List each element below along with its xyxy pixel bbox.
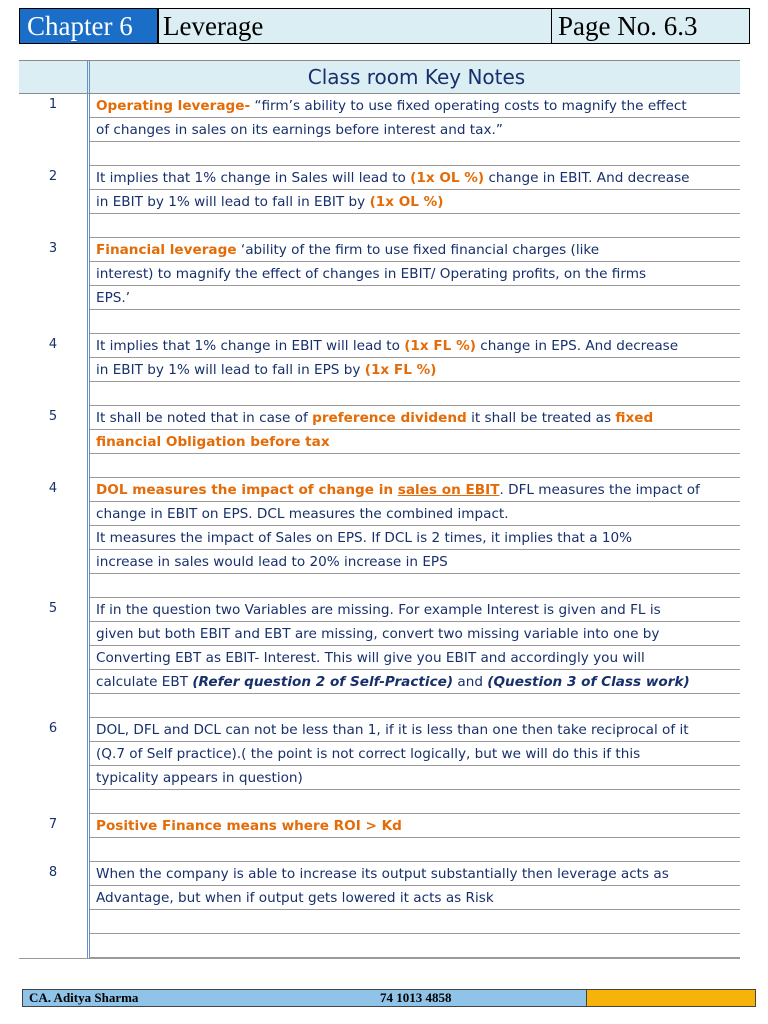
blank-row	[19, 790, 740, 814]
note-line	[96, 718, 740, 742]
note-text	[90, 406, 740, 454]
row-text-cell	[90, 790, 740, 814]
key-notes-table	[19, 60, 740, 959]
row-text-cell	[90, 574, 740, 598]
note-text	[90, 862, 740, 910]
note-row	[19, 718, 740, 790]
note-line	[96, 550, 740, 574]
blank-row	[19, 574, 740, 598]
row-number-cell	[19, 142, 90, 166]
blank-row	[19, 310, 740, 334]
note-segment: When the company is able to increase its output substantially then leverage acts as	[96, 866, 669, 882]
note-segment: DOL, DFL and DCL can not be less than 1, if it is less than one then take reciprocal of it	[96, 722, 689, 738]
note-segment: It shall be noted that in case of	[96, 410, 313, 426]
row-number-cell	[19, 382, 90, 406]
page-number: Page No. 6.3	[551, 9, 749, 43]
note-segment: Converting EBT as EBIT- Interest. This will give you EBIT and accordingly you will	[96, 650, 645, 666]
author-name: CA. Aditya Sharma	[29, 990, 139, 1005]
footer-main	[23, 990, 586, 1006]
note-row	[19, 814, 740, 838]
page-footer	[22, 989, 756, 1007]
note-line	[96, 814, 740, 838]
note-text	[90, 478, 740, 574]
note-emphasis: DOL measures the impact of change in	[96, 482, 398, 498]
note-segment: If in the question two Variables are missing. For example Interest is given and FL is	[96, 602, 661, 618]
note-line	[96, 190, 740, 214]
note-line	[96, 502, 740, 526]
note-segment: EPS.’	[96, 290, 131, 306]
row-number-cell	[19, 214, 90, 238]
note-segment: change in EBIT. And decrease	[484, 170, 690, 186]
note-segment: in EBIT by 1% will lead to fall in EPS by	[96, 362, 365, 378]
note-segment: calculate EBT	[96, 674, 193, 690]
note-segment: given but both EBIT and EBT are missing, convert two missing variable into one by	[96, 626, 660, 642]
note-line	[96, 118, 740, 142]
note-line	[96, 598, 740, 622]
blank-row	[19, 910, 740, 934]
row-number-cell	[19, 838, 90, 862]
note-emphasis: (1x OL %)	[410, 170, 485, 186]
row-text-cell	[90, 142, 740, 166]
note-row	[19, 166, 740, 214]
note-segment: increase in sales would lead to 20% increase in EPS	[96, 554, 448, 570]
note-emphasis: (1x FL %)	[404, 338, 476, 354]
number-column-header	[19, 61, 90, 93]
row-number-cell	[19, 934, 90, 958]
row-text-cell	[90, 694, 740, 718]
note-segment: it shall be treated as	[466, 410, 616, 426]
row-text-cell	[90, 310, 740, 334]
row-text-cell	[90, 382, 740, 406]
note-segment: . DFL measures the impact of	[499, 482, 700, 498]
blank-row	[19, 838, 740, 862]
note-segment: (Q.7 of Self practice).( the point is not correct logically, but we will do this if this	[96, 746, 641, 762]
note-segment: change in EBIT on EPS. DCL measures the combined impact.	[96, 506, 509, 522]
row-text-cell	[90, 454, 740, 478]
note-text	[90, 814, 740, 838]
note-text	[90, 718, 740, 790]
note-line	[96, 886, 740, 910]
note-segment: “firm’s ability to use fixed operating costs to magnify the effect	[250, 98, 687, 114]
blank-row	[19, 382, 740, 406]
note-number: 7	[19, 814, 90, 838]
note-segment: and	[453, 674, 488, 690]
note-line	[96, 670, 740, 694]
row-text-cell	[90, 910, 740, 934]
note-line	[96, 94, 740, 118]
page-header	[19, 8, 750, 44]
note-row	[19, 598, 740, 694]
note-line	[96, 646, 740, 670]
key-notes-body	[19, 94, 740, 959]
note-number: 4	[19, 334, 90, 382]
table-bottom-border	[19, 958, 740, 959]
note-emphasis: preference dividend	[312, 410, 467, 426]
note-line	[96, 238, 740, 262]
row-number-cell	[19, 694, 90, 718]
note-emphasis: Positive Finance means where ROI > Kd	[96, 818, 402, 834]
note-emphasis: (Question 3 of Class work)	[487, 674, 690, 690]
note-line	[96, 286, 740, 310]
row-number-cell	[19, 454, 90, 478]
note-emphasis: financial Obligation before tax	[96, 434, 330, 450]
row-text-cell	[90, 838, 740, 862]
row-number-cell	[19, 574, 90, 598]
note-text	[90, 94, 740, 142]
note-line	[96, 766, 740, 790]
chapter-title: Leverage	[157, 9, 551, 43]
note-line	[96, 262, 740, 286]
note-emphasis: fixed	[615, 410, 654, 426]
blank-row	[19, 454, 740, 478]
chapter-label: Chapter 6	[20, 9, 157, 43]
blank-row	[19, 214, 740, 238]
key-notes-title: Class room Key Notes	[307, 65, 526, 89]
note-emphasis: Financial leverage	[96, 242, 237, 258]
note-segment: It implies that 1% change in EBIT will lead to	[96, 338, 405, 354]
note-segment: It implies that 1% change in Sales will lead to	[96, 170, 411, 186]
note-row	[19, 94, 740, 142]
note-line	[96, 358, 740, 382]
note-line	[96, 742, 740, 766]
note-row	[19, 238, 740, 310]
note-segment: interest) to magnify the effect of changes in EBIT/ Operating profits, on the firms	[96, 266, 647, 282]
note-segment: It measures the impact of Sales on EPS. If DCL is 2 times, it implies that a 10%	[96, 530, 633, 546]
note-text	[90, 334, 740, 382]
note-text	[90, 166, 740, 214]
blank-row	[19, 142, 740, 166]
note-number: 8	[19, 862, 90, 910]
note-number: 4	[19, 478, 90, 574]
key-notes-header	[19, 60, 740, 94]
note-text	[90, 598, 740, 694]
note-text	[90, 238, 740, 310]
blank-row	[19, 934, 740, 958]
note-row	[19, 478, 740, 574]
note-segment: of changes in sales on its earnings before interest and tax.”	[96, 122, 503, 138]
note-emphasis: (1x FL %)	[364, 362, 437, 378]
row-number-cell	[19, 310, 90, 334]
note-line	[96, 430, 740, 454]
note-number: 3	[19, 238, 90, 310]
note-emphasis: Operating leverage-	[96, 98, 251, 114]
note-emphasis: (1x OL %)	[369, 194, 444, 210]
note-row	[19, 334, 740, 382]
row-number-cell	[19, 910, 90, 934]
note-number: 2	[19, 166, 90, 214]
note-line	[96, 334, 740, 358]
note-segment: change in EPS. And decrease	[475, 338, 679, 354]
note-line	[96, 478, 740, 502]
note-number: 5	[19, 598, 90, 694]
note-emphasis: (Refer question 2 of Self-Practice)	[192, 674, 454, 690]
note-emphasis: sales on EBIT	[397, 482, 500, 498]
row-text-cell	[90, 214, 740, 238]
row-text-cell	[90, 934, 740, 958]
note-line	[96, 526, 740, 550]
note-line	[96, 622, 740, 646]
note-row	[19, 406, 740, 454]
note-number: 5	[19, 406, 90, 454]
note-line	[96, 406, 740, 430]
blank-row	[19, 694, 740, 718]
note-line	[96, 862, 740, 886]
note-number: 6	[19, 718, 90, 790]
note-segment: in EBIT by 1% will lead to fall in EBIT by	[96, 194, 370, 210]
note-row	[19, 862, 740, 910]
note-segment: ‘ability of the firm to use fixed financial charges (like	[236, 242, 600, 258]
note-segment: Advantage, but when if output gets lowered it acts as Risk	[96, 890, 494, 906]
note-number: 1	[19, 94, 90, 142]
note-line	[96, 166, 740, 190]
footer-accent	[586, 990, 755, 1006]
row-number-cell	[19, 790, 90, 814]
note-segment: typicality appears in question)	[96, 770, 303, 786]
phone-number: 74 1013 4858	[380, 990, 452, 1005]
